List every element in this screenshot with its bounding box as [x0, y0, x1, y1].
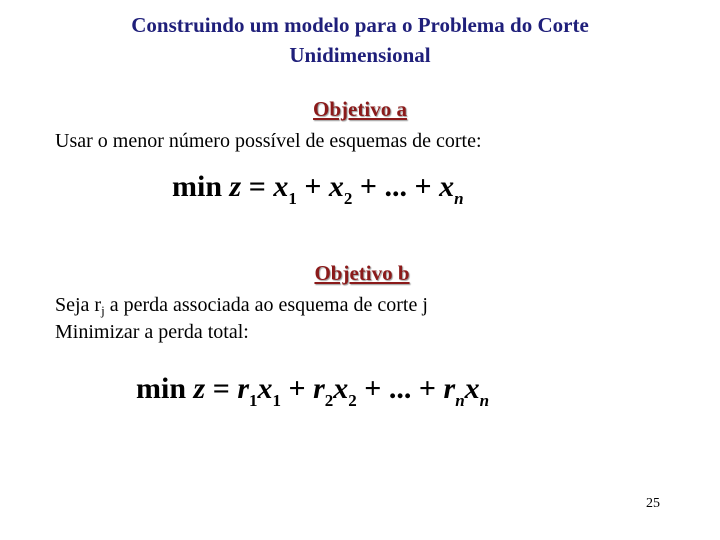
- formula-objetivo-a: $\min z = x_1 + x_2$ + ... + $x_n$: [172, 170, 464, 208]
- title-line-2: Unidimensional: [289, 43, 431, 67]
- objetivo-a-text: Usar o menor número possível de esquemas de corte:: [55, 130, 482, 152]
- objetivo-a-heading: Objetivo a: [313, 97, 407, 121]
- formula-objetivo-b: $\min z = r_1x_1 + r_2x_2$ + ... + $r_nx_n$: [136, 372, 490, 410]
- objetivo-b-heading: Objetivo b: [314, 261, 410, 285]
- objetivo-b-line-2: Minimizar a perda total:: [55, 321, 249, 343]
- page-number: 25: [646, 496, 660, 511]
- slide-title: [0, 10, 720, 70]
- title-line-1: Construindo um modelo para o Problema do Corte: [131, 13, 589, 37]
- objetivo-b-line-1: Seja $r_j$ a perda associada ao esquema de corte j: [55, 294, 428, 318]
